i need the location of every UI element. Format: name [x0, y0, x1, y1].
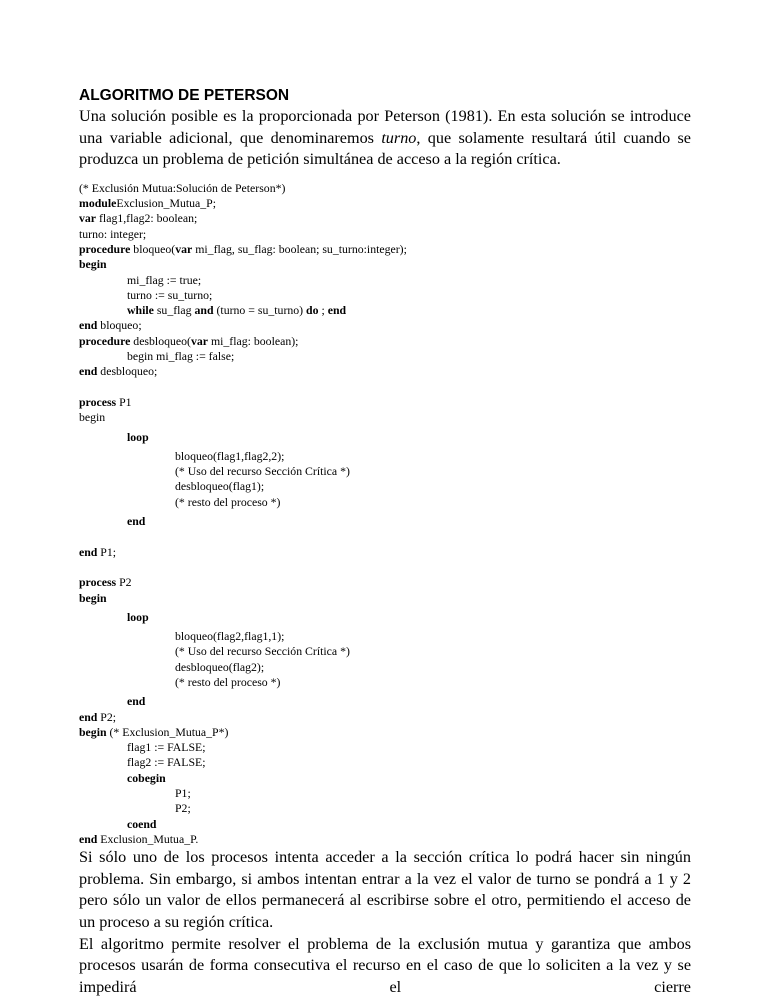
code-line: [79, 349, 691, 364]
code-line: [79, 395, 691, 410]
code-text: desbloqueo(: [130, 333, 191, 348]
code-text: Exclusion_Mutua_P;: [116, 196, 216, 211]
code-line: [79, 242, 691, 257]
code-line: [79, 675, 691, 690]
code-text: P1;: [175, 786, 191, 801]
intro-paragraph: [79, 106, 691, 171]
code-keyword: procedure: [79, 333, 131, 348]
code-text: P1: [116, 394, 132, 409]
code-keyword: end: [127, 694, 146, 709]
code-line: [79, 334, 691, 349]
intro-text-end: , que solamente resultará útil cuando se produzca un problema de petición simultánea de acceso a la región crítica.: [79, 128, 691, 169]
code-text: (* resto del proceso *): [175, 494, 281, 509]
code-text: (* resto del proceso *): [175, 674, 281, 689]
code-text: (* Exclusion_Mutua_P*): [106, 724, 229, 739]
code-text: ;: [318, 303, 328, 318]
conclusion-paragraph: El algoritmo permite resolver el problema de la exclusión mutua y garantiza que ambos procesos usarán de forma consecutiva el recurso en el caso de que lo soliciten a la vez y se impedirá el cierre: [79, 934, 691, 996]
code-line: [79, 514, 691, 529]
code-keyword: do: [306, 303, 319, 318]
code-keyword: coend: [127, 816, 157, 831]
code-line: [79, 318, 691, 333]
code-text: bloqueo(: [130, 241, 176, 256]
code-line: [79, 660, 691, 675]
code-line: [79, 755, 691, 770]
code-line: [79, 273, 691, 288]
code-text: (* Uso del recurso Sección Crítica *): [175, 644, 350, 659]
code-line: [79, 786, 691, 801]
code-keyword: end: [79, 364, 98, 379]
code-keyword: and: [194, 303, 214, 318]
code-line: [79, 227, 691, 242]
code-line: [79, 364, 691, 379]
code-line: [79, 575, 691, 590]
code-line: [79, 464, 691, 479]
code-line: [79, 257, 691, 272]
code-line: [79, 449, 691, 464]
code-line: [79, 288, 691, 303]
code-text: flag1,flag2: boolean;: [96, 211, 198, 226]
code-keyword: begin: [79, 724, 107, 739]
code-line: [79, 196, 691, 211]
intro-text: Una solución posible es la proporcionada por Peterson (1981). En esta solución se introduce una variable adicional, que denominaremos: [79, 107, 691, 147]
code-text: su_flag: [153, 303, 195, 318]
intro-italic-term: turno: [381, 128, 417, 147]
code-text: mi_flag: boolean);: [208, 333, 299, 348]
code-text: turno := su_turno;: [127, 287, 213, 302]
code-keyword: var: [175, 241, 193, 256]
code-text: P2: [116, 575, 132, 590]
code-keyword: end: [79, 318, 98, 333]
code-blank-line: [79, 560, 691, 575]
code-text: P2;: [97, 709, 117, 724]
code-text: P2;: [175, 801, 191, 816]
code-text: (turno = su_turno): [213, 303, 307, 318]
code-keyword: loop: [127, 429, 149, 444]
code-keyword: end: [79, 709, 98, 724]
code-text: desbloqueo;: [97, 364, 158, 379]
code-line: [79, 591, 691, 606]
code-keyword: procedure: [79, 241, 131, 256]
code-text: bloqueo(flag2,flag1,1);: [175, 629, 285, 644]
code-text: Exclusion_Mutua_P.: [97, 831, 199, 846]
code-line: [79, 303, 691, 318]
code-text: desbloqueo(flag2);: [175, 659, 265, 674]
code-keyword: end: [127, 514, 146, 529]
code-keyword: end: [79, 544, 98, 559]
code-keyword: module: [79, 196, 117, 211]
document-page: [79, 86, 691, 998]
code-line: [79, 771, 691, 786]
code-text: begin: [79, 410, 106, 425]
code-keyword: var: [190, 333, 208, 348]
code-blank-line: [79, 529, 691, 544]
code-listing: [79, 181, 691, 847]
explanation-paragraph: Si sólo uno de los procesos intenta acceder a la sección crítica lo podrá hacer sin ningún problema. Sin embargo, si ambos intentan entrar a la vez el valor de turno se pondrá a 1 y 2 pero sólo un valor de ellos permanecerá al escribirse sobre el otro, permitiendo el acceso de un proceso a su región crítica.: [79, 848, 691, 932]
code-line: [79, 710, 691, 725]
code-keyword: var: [79, 211, 97, 226]
code-line: [79, 410, 691, 425]
code-keyword: end: [327, 303, 347, 318]
code-keyword: end: [79, 831, 98, 846]
code-line: [79, 495, 691, 510]
code-line: [79, 644, 691, 659]
code-line: [79, 725, 691, 740]
code-text: turno: integer;: [79, 226, 147, 241]
code-text: begin mi_flag := false;: [127, 349, 235, 364]
code-text: flag2 := FALSE;: [127, 755, 206, 770]
code-text: flag1 := FALSE;: [127, 740, 206, 755]
code-keyword: cobegin: [127, 770, 166, 785]
code-line: [79, 545, 691, 560]
code-text: (* Uso del recurso Sección Crítica *): [175, 464, 350, 479]
code-line: [79, 740, 691, 755]
code-line: [79, 801, 691, 816]
code-keyword: begin: [79, 590, 107, 605]
code-line: [79, 629, 691, 644]
code-line: [79, 694, 691, 709]
code-keyword: loop: [127, 609, 149, 624]
code-line: [79, 832, 691, 847]
code-blank-line: [79, 380, 691, 395]
code-keyword: process: [79, 394, 117, 409]
code-keyword: process: [79, 575, 117, 590]
code-line: [79, 181, 691, 196]
code-text: P1;: [97, 544, 117, 559]
code-text: bloqueo(flag1,flag2,2);: [175, 448, 285, 463]
code-text: bloqueo;: [97, 318, 142, 333]
code-text: desbloqueo(flag1);: [175, 479, 265, 494]
code-line: [79, 610, 691, 625]
code-keyword: begin: [79, 257, 107, 272]
code-line: [79, 817, 691, 832]
code-text: (* Exclusión Mutua:Solución de Peterson*): [79, 180, 286, 195]
code-keyword: while: [127, 303, 154, 318]
code-line: [79, 211, 691, 226]
code-text: mi_flag, su_flag: boolean; su_turno:integer);: [192, 241, 407, 256]
section-title: ALGORITMO DE PETERSON: [79, 87, 290, 104]
code-line: [79, 479, 691, 494]
code-text: mi_flag := true;: [127, 272, 202, 287]
code-line: [79, 430, 691, 445]
